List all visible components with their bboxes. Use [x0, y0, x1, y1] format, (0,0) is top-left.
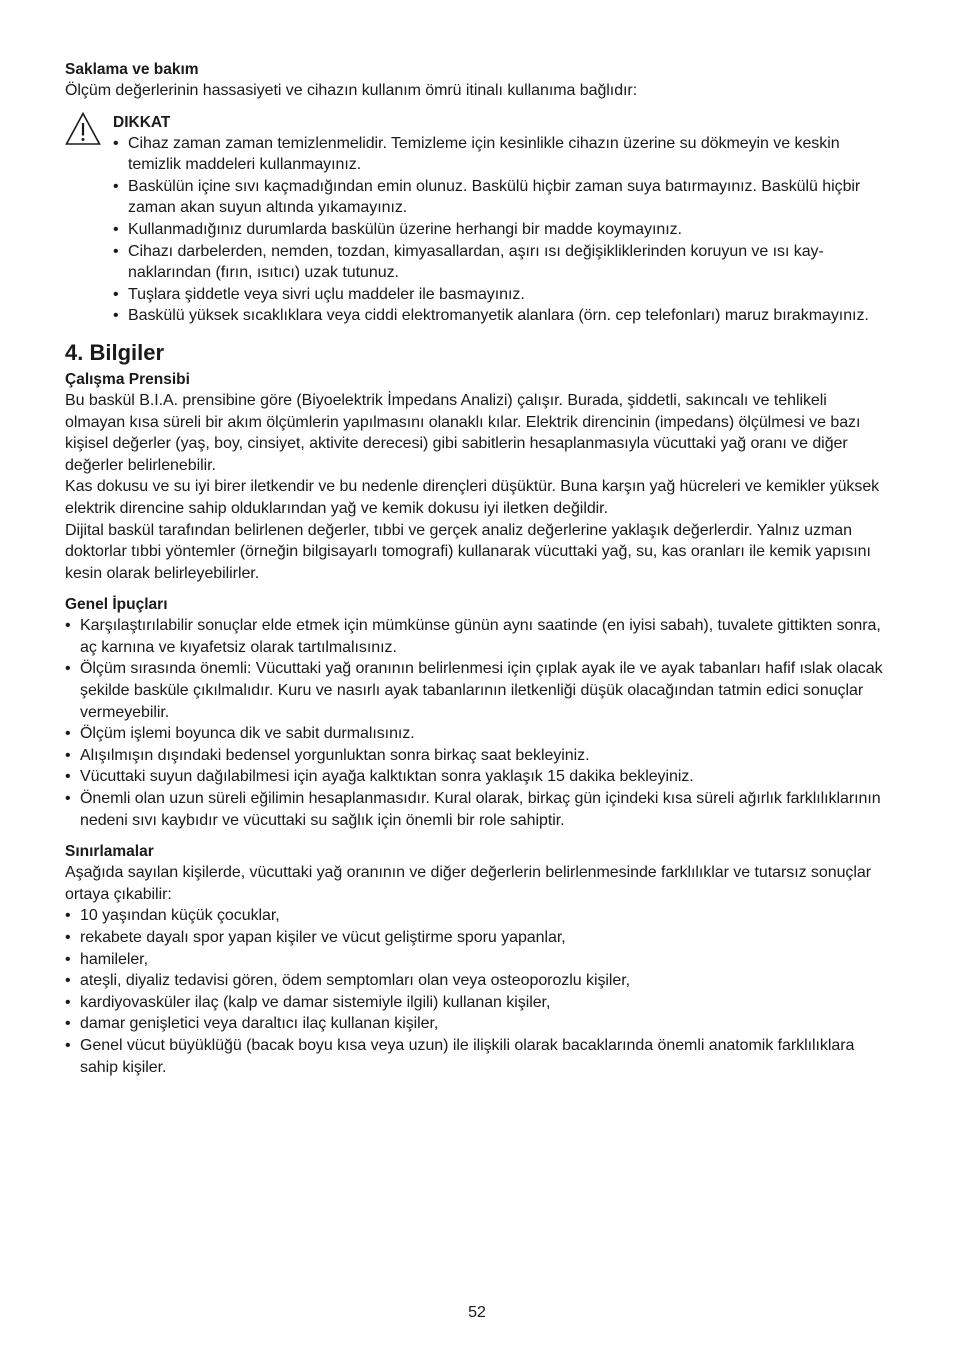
- principle-paragraph: Kas dokusu ve su iyi birer iletkendir ve bu nedenle dirençleri düşüktür. Buna karşın yağ hücreleri ve kemikler yüksek elektrik direncine sahip olduklarından yağ ve kemik dokusu iyi iletken değildir.: [65, 478, 880, 517]
- principle-paragraph: Dijital baskül tarafından belirlenen değerler, tıbbi ve gerçek analiz değerlerine yaklaşık değerlerdir. Yalnız uzman doktorlar tıbbi yöntemler (örneğin bilgisayarlı tomografi) kullanarak vücuttaki yağ, su, kas oranları ile kemik yapısını kesin olarak belirleyebilirler.: [65, 521, 871, 582]
- list-item: • Önemli olan uzun süreli eğilimin hesaplanmasıdır. Kural olarak, birkaç gün içindeki kısa süreli ağırlık farklılıklarının nedeni sıvı kaybıdır ve vücuttaki su sağlık için önemli bir role sahiptir.: [65, 788, 890, 831]
- list-item: • rekabete dayalı spor yapan kişiler ve vücut geliştirme sporu yapanlar,: [65, 927, 890, 949]
- tips-heading: Genel İpuçları: [65, 596, 168, 614]
- storage-heading: Saklama ve bakım: [65, 61, 199, 78]
- principle-paragraph: Bu baskül B.I.A. prensibine göre (Biyoelektrik İmpedans Analizi) çalışır. Burada, şiddetli, sakıncalı ve tehlikeli olmayan kısa süreli bir akım ölçümlerin yapılmasını olanaklı kılar. Elektrik direncinin (impedans) ölçülmesi ve bazı kişisel değerler (yaş, boy, cinsiyet, aktivite derecesi) gibi sabitlerin hesaplanmasıyla vücuttaki yağ oranı ve diğer değerler belirlenebilir.: [65, 391, 861, 474]
- document-page: [65, 59, 890, 1078]
- warning-title: DIKKAT: [113, 113, 171, 131]
- warning-body: [113, 112, 890, 327]
- list-item: • Alışılmışın dışındaki bedensel yorgunluktan sonra birkaç saat bekleyiniz.: [65, 745, 890, 767]
- limits-list: [65, 905, 890, 1078]
- list-item: • Cihaz zaman zaman temizlenmelidir. Temizleme için kesinlikle cihazın üzerine su dökmeyin ve keskin temizlik maddeleri kullanmayınız.: [113, 133, 890, 176]
- list-item: • kardiyovasküler ilaç (kalp ve damar sistemiyle ilgili) kullanan kişiler,: [65, 992, 890, 1014]
- list-item: • hamileler,: [65, 949, 890, 971]
- list-item: • Vücuttaki suyun dağılabilmesi için ayağa kalktıktan sonra yaklaşık 15 dakika bekleyiniz.: [65, 766, 890, 788]
- principle-heading: Çalışma Prensibi: [65, 370, 190, 388]
- list-item: • Ölçüm sırasında önemli: Vücuttaki yağ oranının belirlenmesi için çıplak ayak ile ve ayak tabanları hafif ıslak olacak şekilde basküle çıkılmalıdır. Kuru ve nasırlı ayak tabanlarının iletkenliği düşük olacağından tatmin edici sonuçlar vermeyebilir.: [65, 658, 890, 723]
- list-item: • Karşılaştırılabilir sonuçlar elde etmek için mümkünse günün aynı saatinde (en iyisi sabah), tuvalete gittikten sonra, aç karnına ve kıyafetsiz olarak tartılmalısınız.: [65, 615, 890, 658]
- list-item: • ateşli, diyaliz tedavisi gören, ödem semptomları olan veya osteoporozlu kişiler,: [65, 970, 890, 992]
- storage-intro: Ölçüm değerlerinin hassasiyeti ve cihazın kullanım ömrü itinalı kullanıma bağlıdır:: [65, 82, 638, 99]
- limits-heading: Sınırlamalar: [65, 843, 154, 861]
- list-item: • Cihazı darbelerden, nemden, tozdan, kimyasallardan, aşırı ısı değişikliklerinden koruyun ve ısı kaynaklarından (fırın, ısıtıcı) uzak tutunuz.: [113, 241, 890, 284]
- list-item: • Baskülü yüksek sıcaklıklara veya ciddi elektromanyetik alanlara (örn. cep telefonları) maruz bırakmayınız.: [113, 305, 890, 327]
- list-item: • Tuşlara şiddetle veya sivri uçlu maddeler ile basmayınız.: [113, 284, 890, 306]
- list-item: • Kullanmadığınız durumlarda baskülün üzerine herhangi bir madde koymayınız.: [113, 219, 890, 241]
- list-item: • 10 yaşından küçük çocuklar,: [65, 905, 890, 927]
- warning-block: [65, 112, 890, 327]
- limits-intro: Aşağıda sayılan kişilerde, vücuttaki yağ oranının ve diğer değerlerin belirlenmesinde farklılıklar ve tutarsız sonuçlar ortaya çıkabilir:: [65, 864, 872, 903]
- list-item: • Ölçüm işlemi boyunca dik ve sabit durmalısınız.: [65, 723, 890, 745]
- section-title: 4. Bilgiler: [65, 339, 165, 365]
- list-item: • Baskülün içine sıvı kaçmadığından emin olunuz. Baskülü hiçbir zaman suya batırmayınız. Baskülü hiçbir zaman akan suyun altında yıkamayınız.: [113, 176, 890, 219]
- warning-list: [113, 133, 890, 327]
- warning-icon-wrap: [65, 112, 113, 327]
- page-number: 52: [468, 1304, 486, 1321]
- list-item: • Genel vücut büyüklüğü (bacak boyu kısa veya uzun) ile ilişkili olarak bacaklarında önemli anatomik farklılıklara sahip kişiler.: [65, 1035, 890, 1078]
- list-item: • damar genişletici veya daraltıcı ilaç kullanan kişiler,: [65, 1013, 890, 1035]
- warning-triangle-icon: [65, 112, 101, 146]
- tips-list: [65, 615, 890, 831]
